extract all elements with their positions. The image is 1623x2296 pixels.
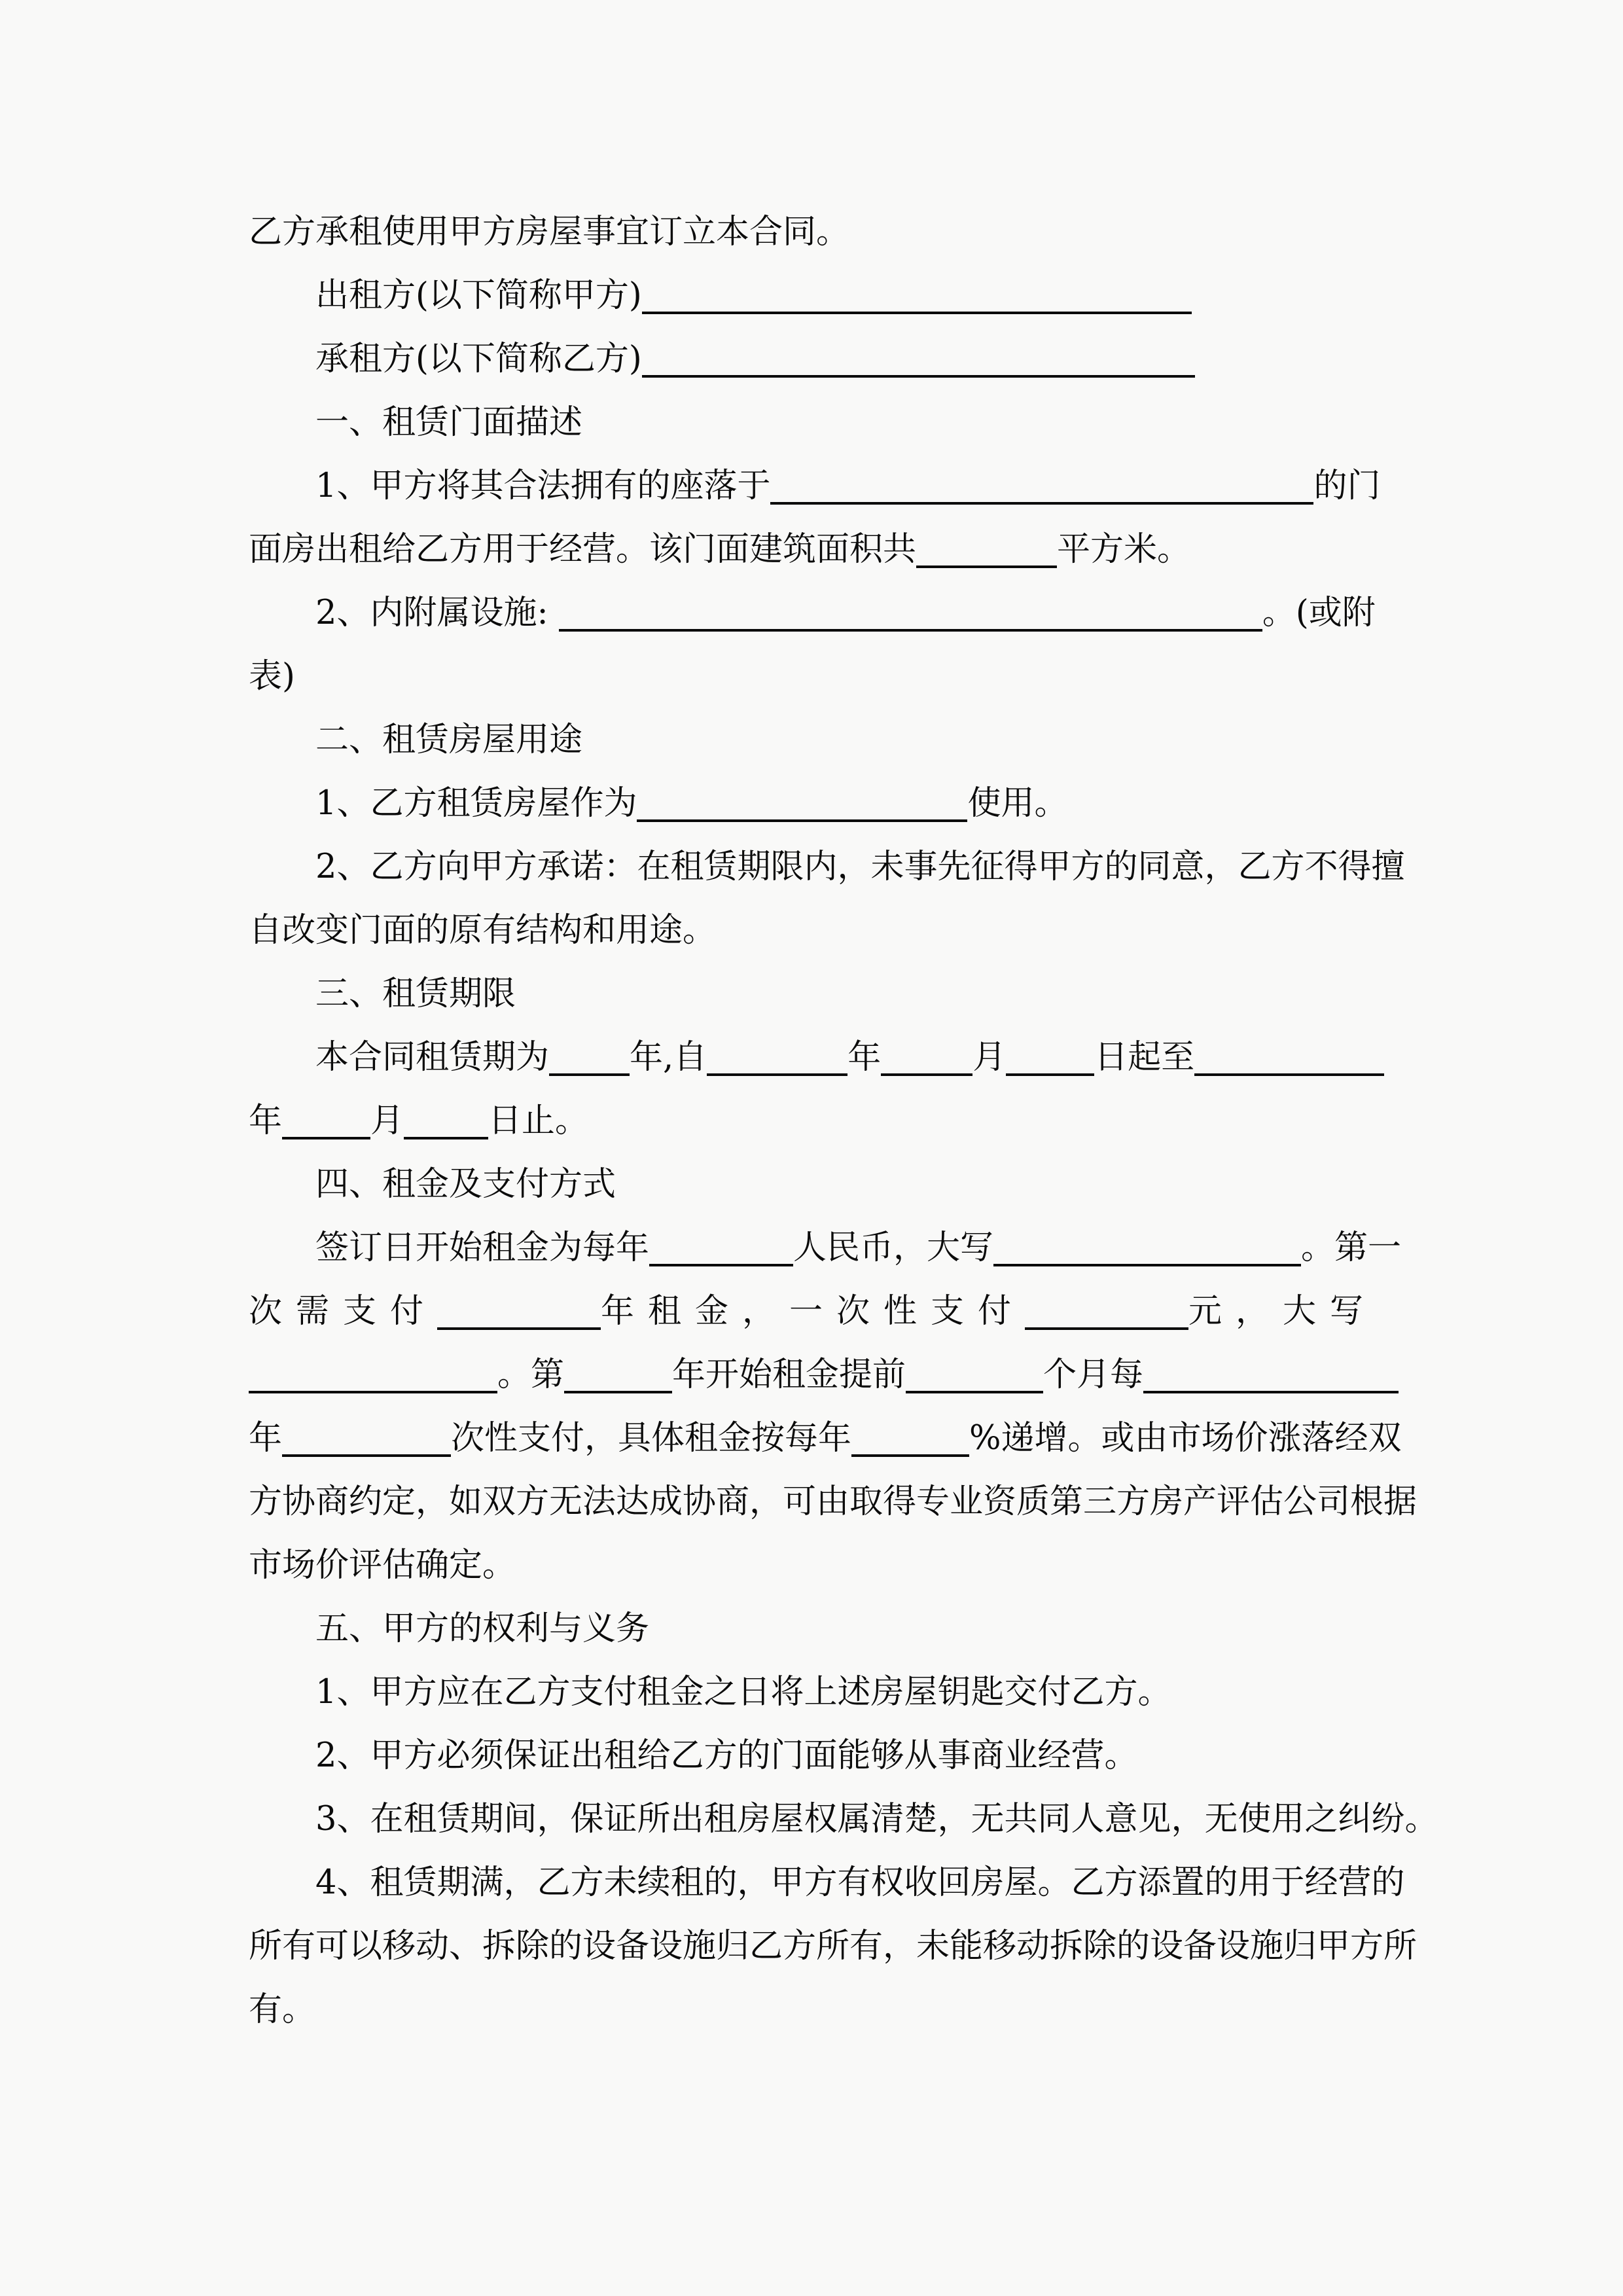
text-run: 四、租金及支付方式 [315, 1165, 616, 1204]
text-run: 年 [249, 1419, 283, 1458]
fill-in-blank-underline [282, 1136, 370, 1139]
doc-line [249, 1216, 1400, 1280]
doc-line [249, 645, 1400, 708]
doc-line [249, 1787, 1438, 1851]
text-run: 年开始租金提前 [672, 1355, 906, 1394]
text-run: 有。 [249, 1990, 316, 2029]
text-run: 出租方(以下简称甲方) [315, 276, 642, 315]
text-run: 承租方(以下简称乙方) [315, 340, 642, 378]
fill-in-blank-underline [1025, 1327, 1188, 1330]
text-run: 。(或附 [1262, 594, 1376, 632]
doc-line [249, 1470, 1418, 1534]
fill-in-blank-underline [993, 1263, 1301, 1266]
doc-line [249, 1026, 1400, 1089]
text-run: 1、甲方将其合法拥有的座落于 [315, 467, 771, 505]
text-run: 一、租赁门面描述 [315, 403, 583, 442]
text-run: %递增。或由市场价涨落经双 [969, 1419, 1402, 1458]
text-run: 次性支付，具体租金按每年 [451, 1419, 852, 1458]
fill-in-blank-underline [1194, 1073, 1384, 1076]
text-run: 使用。 [967, 784, 1068, 823]
doc-line [249, 899, 1400, 962]
text-run: 面房出租给乙方用于经营。该门面建筑面积共 [249, 530, 917, 569]
fill-in-blank-underline [642, 311, 1192, 314]
doc-line [249, 835, 1405, 899]
doc-line [249, 264, 1400, 327]
doc-line [249, 1089, 1400, 1153]
text-run: 日起至 [1094, 1038, 1195, 1077]
text-run: 月 [972, 1038, 1007, 1077]
text-run: 元，大写 [1188, 1292, 1378, 1331]
fill-in-blank-underline [1143, 1390, 1399, 1393]
doc-line [249, 1724, 1400, 1787]
text-run: 二、租赁房屋用途 [315, 721, 583, 759]
text-run: 月 [370, 1102, 404, 1140]
fill-in-blank-underline [637, 819, 967, 822]
text-run: 人民币，大写 [793, 1229, 994, 1267]
text-run: 年,自 [630, 1038, 707, 1077]
text-run: 日止。 [488, 1102, 589, 1140]
doc-line [249, 772, 1400, 835]
text-run: 方协商约定，如双方无法达成协商，可由取得专业资质第三方房产评估公司根据 [249, 1482, 1418, 1521]
fill-in-blank-underline [642, 374, 1195, 378]
fill-in-blank-underline [549, 1073, 630, 1076]
doc-line [249, 1407, 1400, 1470]
text-run: 。第一 [1301, 1229, 1402, 1267]
text-run: 2、乙方向甲方承诺：在租赁期限内，未事先征得甲方的同意，乙方不得擅 [315, 848, 1405, 886]
fill-in-blank-underline [770, 501, 1313, 505]
text-run: 签订日开始租金为每年 [315, 1229, 650, 1267]
text-run: 表) [249, 657, 295, 696]
fill-in-blank-underline [437, 1327, 601, 1330]
doc-line [249, 200, 1400, 264]
text-run: 个月每 [1043, 1355, 1144, 1394]
text-run: 所有可以移动、拆除的设备设施归乙方所有，未能移动拆除的设备设施归甲方所 [249, 1927, 1418, 1965]
doc-line [249, 1597, 1400, 1660]
text-run: 1、甲方应在乙方支付租金之日将上述房屋钥匙交付乙方。 [315, 1673, 1171, 1712]
text-run: 三、租赁期限 [315, 975, 516, 1013]
doc-line [249, 1978, 1400, 2041]
fill-in-blank-underline [249, 1390, 497, 1393]
text-run: 4、租赁期满，乙方未续租的，甲方有权收回房屋。乙方添置的用于经营的 [315, 1863, 1405, 1902]
fill-in-blank-underline [906, 1390, 1043, 1393]
doc-line [249, 391, 1400, 454]
fill-in-blank-underline [404, 1136, 488, 1139]
fill-in-blank-underline [881, 1073, 972, 1076]
text-run: 3、在租赁期间，保证所出租房屋权属清楚，无共同人意见，无使用之纠纷。 [315, 1800, 1438, 1839]
doc-line [249, 1280, 1400, 1343]
text-run: 2、甲方必须保证出租给乙方的门面能够从事商业经营。 [315, 1736, 1138, 1775]
doc-line [249, 708, 1400, 772]
doc-line [249, 1660, 1400, 1724]
fill-in-blank-underline [851, 1454, 969, 1457]
fill-in-blank-underline [707, 1073, 847, 1076]
text-run: 次需支付 [249, 1292, 438, 1331]
text-run: 本合同租赁期为 [315, 1038, 550, 1077]
doc-line [249, 1343, 1400, 1407]
text-run: 年 [249, 1102, 283, 1140]
doc-line [249, 1914, 1418, 1978]
doc-line [249, 1534, 1400, 1597]
fill-in-blank-underline [916, 565, 1057, 568]
text-run: 。第 [497, 1355, 565, 1394]
text-run: 年 [847, 1038, 882, 1077]
doc-line [249, 1153, 1400, 1216]
text-run: 市场价评估确定。 [249, 1546, 516, 1585]
text-run: 的门 [1313, 467, 1381, 505]
text-run: 1、乙方租赁房屋作为 [315, 784, 637, 823]
fill-in-blank-underline [1006, 1073, 1094, 1076]
text-run: 2、内附属设施: [315, 594, 559, 632]
text-run: 自改变门面的原有结构和用途。 [249, 911, 717, 950]
fill-in-blank-underline [649, 1263, 793, 1266]
doc-line [249, 962, 1400, 1026]
doc-line [249, 454, 1400, 518]
fill-in-blank-underline [282, 1454, 451, 1457]
text-run: 乙方承租使用甲方房屋事宜订立本合同。 [249, 213, 850, 251]
doc-line [249, 518, 1400, 581]
doc-line [249, 327, 1400, 391]
doc-line [249, 581, 1400, 645]
fill-in-blank-underline [559, 628, 1262, 632]
fill-in-blank-underline [564, 1390, 672, 1393]
text-run: 五、甲方的权利与义务 [315, 1609, 650, 1648]
text-run: 年租金，一次性支付 [601, 1292, 1026, 1331]
doc-line [249, 1851, 1405, 1914]
text-run: 平方米。 [1057, 530, 1191, 569]
